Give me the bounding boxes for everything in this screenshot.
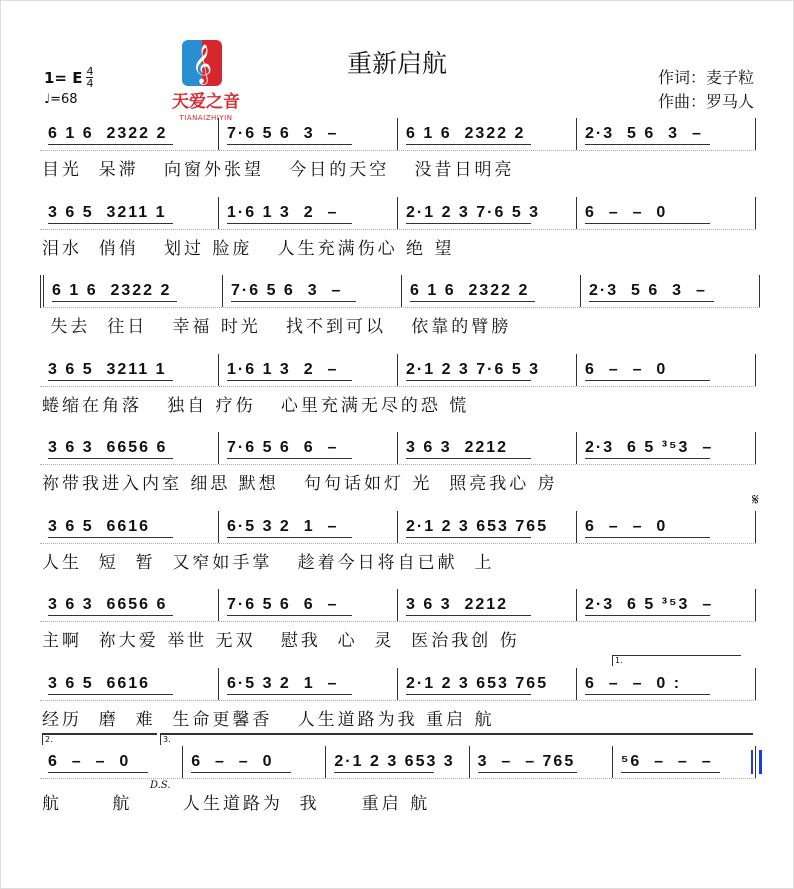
notation-line [40,746,756,779]
beam-underline [406,222,531,224]
notation-line [40,354,756,387]
measure: 6 – – 0 : [577,668,756,700]
final-barline [751,750,762,774]
beam-underline [48,536,173,538]
measure: 2·1 2 3 653 765 [398,511,577,543]
beam-underline [621,771,721,773]
beam-underline [589,300,714,302]
lyrics-line: 主啊 祢大爱 举世 无双 慰我 心 灵 医治我创 伤 [42,631,520,651]
beam-underline [585,693,710,695]
beam-underline [48,143,173,145]
measure: 2·1 2 3 653 3 [326,746,469,778]
beam-underline [48,614,173,616]
beam-underline [478,771,578,773]
lyrics-line: 祢带我进入内室 细思 默想 句句话如灯 光 照亮我心 房 [42,474,558,494]
measure: 2·1 2 3 7·6 5 3 [398,354,577,386]
beam-underline [585,379,710,381]
beam-underline [48,457,173,459]
measure: 6 1 6 2322 2 [402,275,581,307]
measure: 3 6 3 6656 6 [40,589,219,621]
notation-line [40,589,756,622]
measure: 2·1 2 3 7·6 5 3 [398,197,577,229]
measure: 3 6 3 6656 6 [40,432,219,464]
measure: 2·1 2 3 653 765 [398,668,577,700]
measure: 1·6 1 3 2 – [219,354,398,386]
volta-3: 3. [160,733,753,745]
beam-underline [406,614,531,616]
measure: 6 – – 0 [40,746,183,778]
beam-underline [52,300,177,302]
beam-underline [406,379,531,381]
notation-line [40,275,760,308]
measure: 2·3 6 5 ³⁵3 – [577,432,756,464]
lyrics-line: 经历 磨 难 生命更馨香 人生道路为我 重启 航 [42,709,495,730]
measure: 7·6 5 6 3 – [219,118,398,150]
beam-underline [585,143,710,145]
lyrics-line: 目光 呆滞 向窗外张望 今日的天空 没昔日明亮 [42,160,515,180]
volta-1: 1. [612,655,741,666]
measure: 3 6 5 3211 1 [40,354,219,386]
lyrics-line: 失去 往日 幸福 时光 找不到可以 依靠的臂膀 [42,317,512,337]
beam-underline [334,771,434,773]
beam-underline [231,300,356,302]
volta-2: 2. [42,733,157,745]
notation-line [40,668,756,701]
beam-underline [227,222,352,224]
logo-text-cn: 天爱之音 [172,92,240,112]
measure: 6 – – 0 [183,746,326,778]
beam-underline [48,379,173,381]
lyrics-line: 航 航 人生道路为 我 重启 航 [42,794,431,814]
key-label: 1= E [44,68,83,87]
measure: 2·3 5 6 3 – [577,118,756,150]
treble-clef-icon: 𝄞 [191,44,213,84]
beam-underline [48,222,173,224]
tempo-marking: ♩=68 [44,92,78,107]
measure: 3 6 3 2212 [398,432,577,464]
beam-underline [406,457,531,459]
time-top: 4 [86,65,94,78]
beam-underline [227,143,352,145]
beam-underline [406,143,531,145]
beam-underline [48,693,173,695]
song-title: 重新启航 [346,49,447,78]
notation-line [40,432,756,465]
credits [658,66,754,114]
measure: 1·6 1 3 2 – [219,197,398,229]
measure: 7·6 5 6 6 – [219,589,398,621]
measure: 6·5 3 2 1 – [219,668,398,700]
time-bottom: 4 [86,77,94,90]
beam-underline [585,222,710,224]
measure: 3 6 5 3211 1 [40,197,219,229]
lyrics-line: 泪水 俏俏 划过 脸庞 人生充满伤心 绝 望 [42,238,455,259]
beam-underline [227,457,352,459]
beam-underline [585,457,710,459]
measure: 6 – – 0 [577,197,756,229]
beam-underline [410,300,535,302]
lyricist: 作词：麦子粒 [657,68,754,87]
beam-underline [406,693,531,695]
measure: 6 1 6 2322 2 [44,275,223,307]
measure: 3 6 5 6616 [40,668,219,700]
measure: 7·6 5 6 6 – [219,432,398,464]
ds-marking: D.S. [150,780,171,791]
beam-underline [48,771,148,773]
measure: 3 6 5 6616 [40,511,219,543]
measure: 6 1 6 2322 2 [40,118,219,150]
lyrics-line: 人生 短 暂 又窄如手掌 趁着今日将自已献 上 [42,552,495,573]
measure: ⁵6 – – – [613,746,756,778]
measure: 3 – – 765 [470,746,613,778]
beam-underline [585,614,710,616]
beam-underline [227,693,352,695]
notation-line [40,511,756,544]
measure: 6·5 3 2 1 – [219,511,398,543]
measure: 6 – – 0 [577,354,756,386]
key-signature [44,66,93,89]
measure: 6 1 6 2322 2 [398,118,577,150]
measure: 2·3 5 6 3 – [581,275,760,307]
beam-underline [227,379,352,381]
logo-text-en: TIANAIZHIYIN [179,114,233,122]
beam-underline [227,536,352,538]
beam-underline [227,614,352,616]
beam-underline [191,771,291,773]
measure: 2·3 6 5 ³⁵3 – [577,589,756,621]
notation-line [40,118,756,151]
lyrics-line: 蜷缩在角落 独自 疗伤 心里充满无尽的恐 慌 [42,395,470,416]
segno-icon: 𝄋 [752,490,759,509]
time-signature [86,66,93,89]
measure: 6 – – 0 [577,511,756,543]
measure: 7·6 5 6 3 – [223,275,402,307]
composer: 作曲：罗马人 [657,92,754,111]
beam-underline [406,536,531,538]
notation-line [40,197,756,230]
measure: 3 6 3 2212 [398,589,577,621]
beam-underline [585,536,710,538]
